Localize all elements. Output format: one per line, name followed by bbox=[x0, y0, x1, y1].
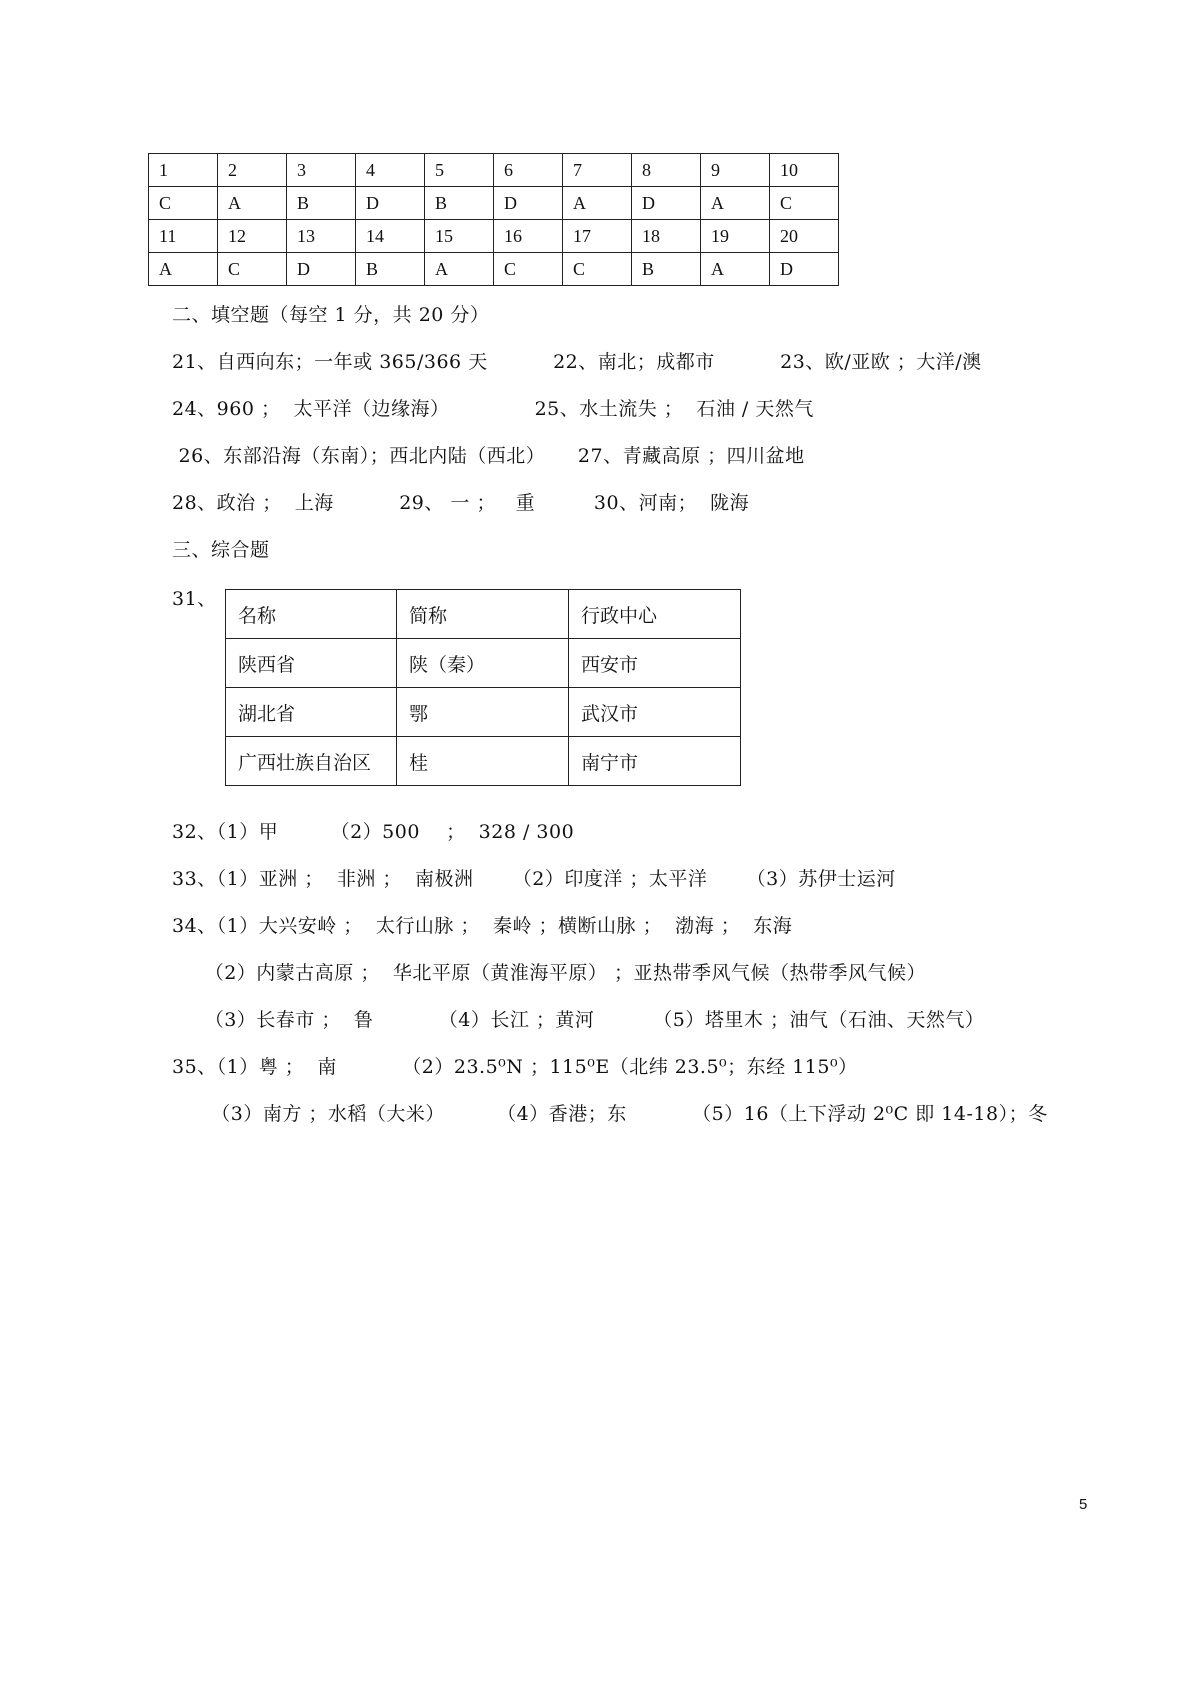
table-cell: 20 bbox=[770, 220, 839, 253]
answer-table-row bbox=[149, 187, 839, 220]
table-cell: A bbox=[563, 187, 632, 220]
table-cell: 5 bbox=[425, 154, 494, 187]
answer-line-33: 33、（1）亚洲 ； 非洲 ； 南极洲 （2）印度洋 ；太平洋 （3）苏伊士运河 bbox=[172, 868, 896, 890]
table-cell: 陕（秦） bbox=[397, 639, 569, 688]
fill-answer-line-2: 24、960 ； 太平洋（边缘海） 25、水土流失 ； 石油 / 天然气 bbox=[172, 398, 814, 420]
fill-answer-line-1: 21、自西向东；一年或 365/366 天 22、南北；成都市 23、欧/亚欧 ；大洋/澳 bbox=[172, 351, 982, 373]
table-cell: 12 bbox=[218, 220, 287, 253]
answer-table-row bbox=[149, 220, 839, 253]
table-cell: 简称 bbox=[397, 590, 569, 639]
table-cell: A bbox=[425, 253, 494, 286]
table-cell: D bbox=[356, 187, 425, 220]
table-cell: 17 bbox=[563, 220, 632, 253]
table-cell: 15 bbox=[425, 220, 494, 253]
answer-line-34-3: （3）长春市 ； 鲁 （4）长江 ；黄河 （5）塔里木 ；油气（石油、天然气） bbox=[172, 1009, 985, 1031]
table-cell: A bbox=[701, 187, 770, 220]
table-cell: C bbox=[149, 187, 218, 220]
section-3-heading: 三、综合题 bbox=[172, 539, 270, 561]
table-cell: A bbox=[218, 187, 287, 220]
table-cell: 16 bbox=[494, 220, 563, 253]
province-table-row bbox=[226, 639, 741, 688]
table-cell: D bbox=[287, 253, 356, 286]
answer-line-34-1: 34、（1）大兴安岭 ； 太行山脉 ； 秦岭 ；横断山脉 ； 渤海 ； 东海 bbox=[172, 915, 793, 937]
table-cell: D bbox=[494, 187, 563, 220]
table-cell: C bbox=[563, 253, 632, 286]
table-cell: 9 bbox=[701, 154, 770, 187]
table-cell: 8 bbox=[632, 154, 701, 187]
table-cell: 1 bbox=[149, 154, 218, 187]
table-cell: D bbox=[770, 253, 839, 286]
table-cell: A bbox=[701, 253, 770, 286]
choice-answer-table bbox=[148, 153, 839, 286]
table-cell: 武汉市 bbox=[569, 688, 741, 737]
table-cell: 3 bbox=[287, 154, 356, 187]
table-cell: 7 bbox=[563, 154, 632, 187]
table-cell: 10 bbox=[770, 154, 839, 187]
table-cell: 陕西省 bbox=[226, 639, 397, 688]
table-cell: 湖北省 bbox=[226, 688, 397, 737]
table-cell: B bbox=[356, 253, 425, 286]
answer-line-35-2: （3）南方 ；水稻（大米） （4）香港；东 （5）16（上下浮动 2⁰C 即 14-18）；冬 bbox=[172, 1103, 1048, 1125]
table-cell: C bbox=[218, 253, 287, 286]
table-cell: 南宁市 bbox=[569, 737, 741, 786]
table-cell: 2 bbox=[218, 154, 287, 187]
table-cell: B bbox=[425, 187, 494, 220]
province-table-row bbox=[226, 688, 741, 737]
table-cell: 14 bbox=[356, 220, 425, 253]
table-cell: 西安市 bbox=[569, 639, 741, 688]
table-cell: B bbox=[632, 253, 701, 286]
table-cell: 11 bbox=[149, 220, 218, 253]
table-cell: 名称 bbox=[226, 590, 397, 639]
table-cell: 行政中心 bbox=[569, 590, 741, 639]
table-cell: 6 bbox=[494, 154, 563, 187]
table-cell: A bbox=[149, 253, 218, 286]
table-cell: 13 bbox=[287, 220, 356, 253]
table-cell: D bbox=[632, 187, 701, 220]
province-table-row bbox=[226, 737, 741, 786]
section-2-heading: 二、填空题（每空 1 分，共 20 分） bbox=[172, 304, 490, 326]
answer-line-34-2: （2）内蒙古高原 ； 华北平原（黄淮海平原） ；亚热带季风气候（热带季风气候） bbox=[172, 962, 926, 984]
table-cell: C bbox=[494, 253, 563, 286]
table-cell: C bbox=[770, 187, 839, 220]
table-cell: 19 bbox=[701, 220, 770, 253]
fill-answer-line-4: 28、政治 ； 上海 29、 一 ； 重 30、河南； 陇海 bbox=[172, 492, 750, 514]
table-cell: 4 bbox=[356, 154, 425, 187]
answer-table-row bbox=[149, 154, 839, 187]
answer-line-35-1: 35、（1）粤 ； 南 （2）23.5⁰N ；115⁰E（北纬 23.5⁰；东经 115⁰） bbox=[172, 1056, 858, 1078]
answer-table-row bbox=[149, 253, 839, 286]
page-number: 5 bbox=[1079, 1496, 1088, 1513]
table-cell: 鄂 bbox=[397, 688, 569, 737]
table-cell: 桂 bbox=[397, 737, 569, 786]
answer-line-32: 32、（1）甲 （2）500 ； 328 / 300 bbox=[172, 821, 575, 843]
province-table-row bbox=[226, 590, 741, 639]
question-31-label: 31、 bbox=[172, 588, 217, 610]
table-cell: B bbox=[287, 187, 356, 220]
table-cell: 广西壮族自治区 bbox=[226, 737, 397, 786]
province-table bbox=[225, 589, 741, 786]
fill-answer-line-3: 26、东部沿海（东南）；西北内陆（西北） 27、青藏高原 ；四川盆地 bbox=[172, 445, 805, 467]
table-cell: 18 bbox=[632, 220, 701, 253]
